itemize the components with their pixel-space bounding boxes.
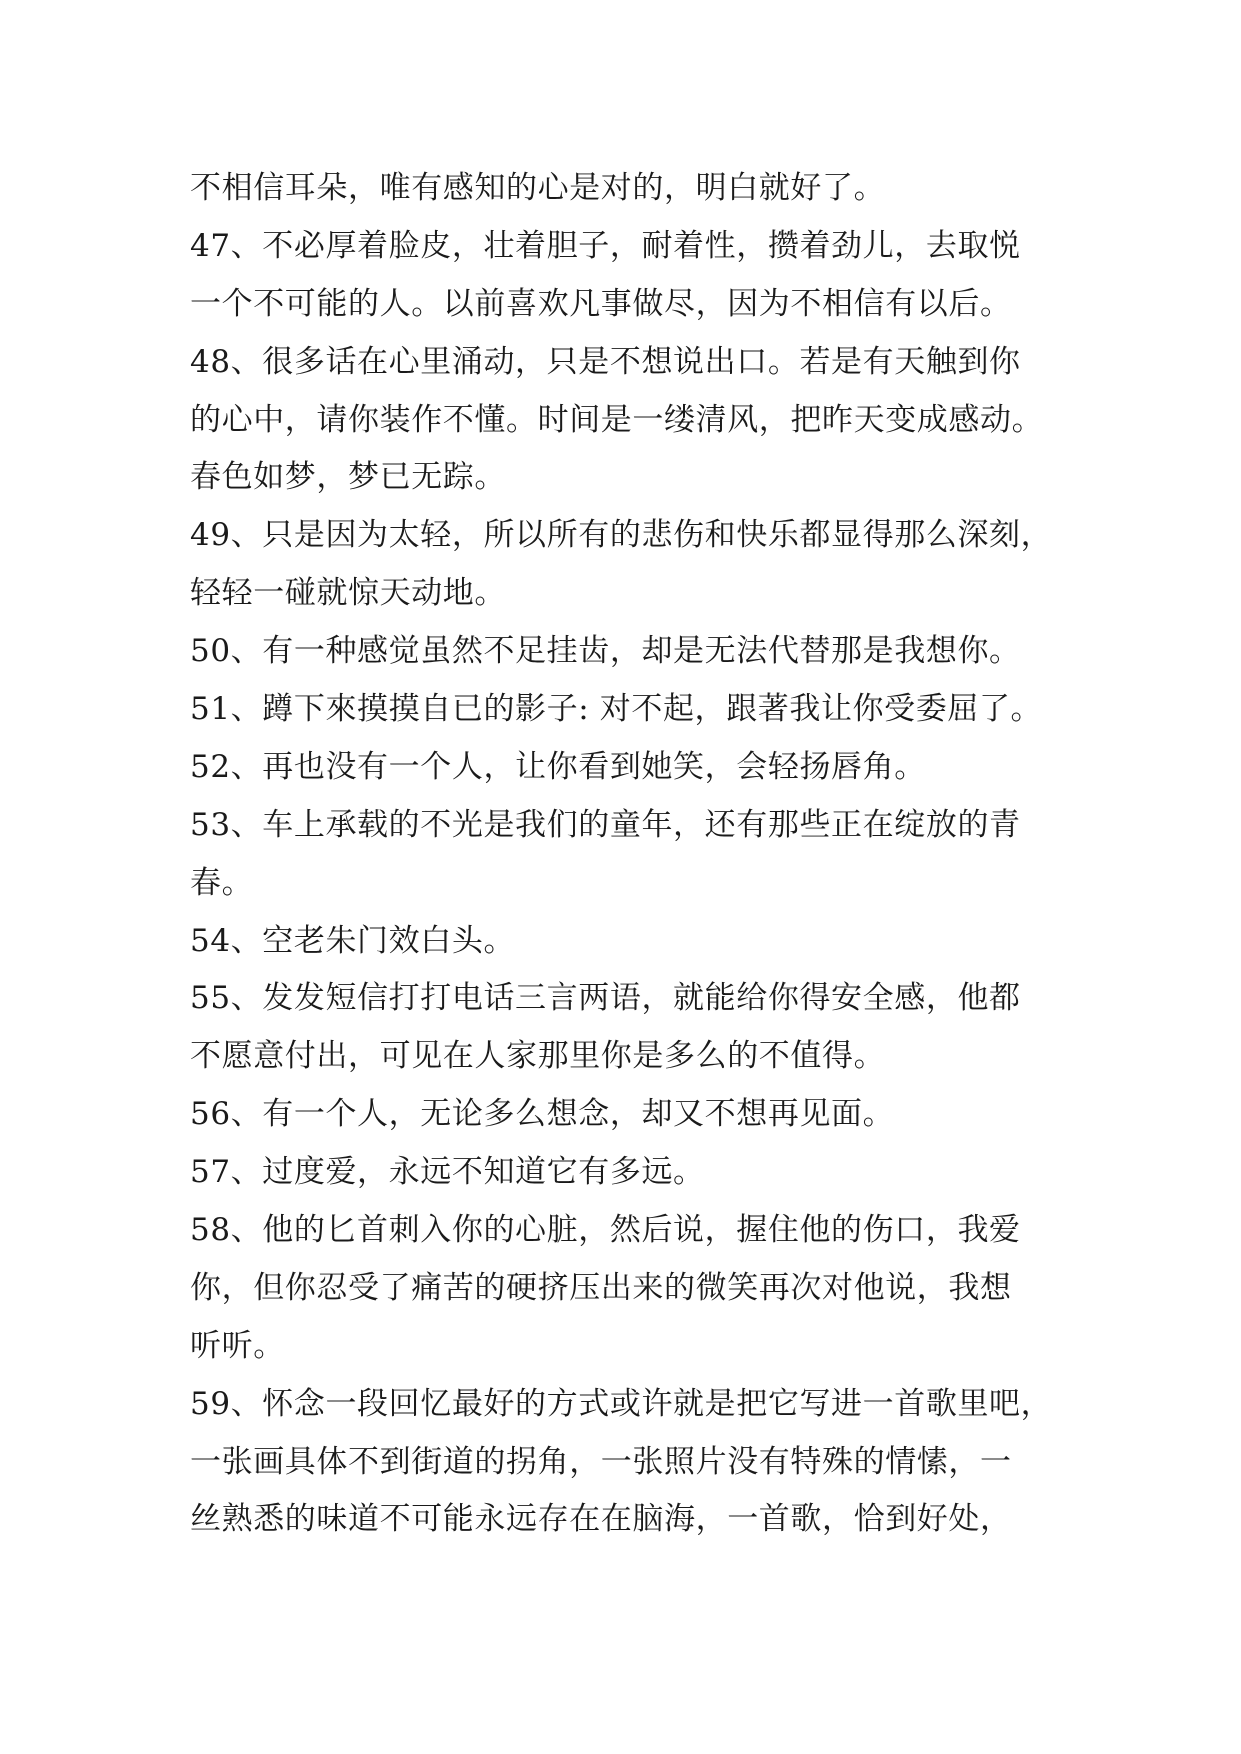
text-line: 你，但你忍受了痛苦的硬挤压出来的微笑再次对他说，我想 — [190, 1269, 1012, 1306]
text-line: 的心中，请你装作不懂。时间是一缕清风，把昨天变成感动。 — [190, 401, 1044, 438]
text-line: 轻轻一碰就惊天动地。 — [190, 575, 506, 612]
text-line: 不愿意付出，可见在人家那里你是多么的不值得。 — [190, 1038, 886, 1075]
text-line: 56、有一个人，无论多么想念，却又不想再见面。 — [190, 1096, 895, 1133]
text-line: 春。 — [190, 864, 254, 901]
text-line: 一张画具体不到街道的拐角，一张照片没有特殊的情愫，一 — [190, 1443, 1012, 1480]
text-line: 听听。 — [190, 1327, 285, 1364]
text-line: 49、只是因为太轻，所以所有的悲伤和快乐都显得那么深刻， — [190, 517, 1053, 554]
text-line: 48、很多话在心里涌动，只是不想说出口。若是有天触到你 — [190, 343, 1021, 380]
text-line: 54、空老朱门效白头。 — [190, 922, 516, 959]
text-line: 55、发发短信打打电话三言两语，就能给你得安全感，他都 — [190, 980, 1021, 1017]
text-line: 47、不必厚着脸皮，壮着胆子，耐着性，攒着劲儿，去取悦 — [190, 227, 1021, 264]
text-line: 50、有一种感觉虽然不足挂齿，却是无法代替那是我想你。 — [190, 633, 1021, 670]
text-line: 不相信耳朵，唯有感知的心是对的，明白就好了。 — [190, 170, 886, 206]
text-line: 53、车上承载的不光是我们的童年，还有那些正在绽放的青 — [190, 806, 1021, 843]
text-line: 一个不可能的人。以前喜欢凡事做尽，因为不相信有以后。 — [190, 285, 1012, 322]
body-text — [190, 160, 1070, 1549]
text-line: 58、他的匕首刺入你的心脏，然后说，握住他的伤口，我爱 — [190, 1212, 1021, 1249]
text-line: 52、再也没有一个人，让你看到她笑，会轻扬唇角。 — [190, 748, 926, 785]
text-line: 51、蹲下來摸摸自已的影子: 对不起，跟著我让你受委屈了。 — [190, 691, 1043, 728]
text-line: 春色如梦，梦已无踪。 — [190, 459, 506, 496]
text-line: 丝熟悉的味道不可能永远存在在脑海，一首歌，恰到好处， — [190, 1501, 1012, 1538]
text-line: 57、过度爱，永远不知道它有多远。 — [190, 1154, 705, 1191]
text-line: 59、怀念一段回忆最好的方式或许就是把它写进一首歌里吧， — [190, 1385, 1053, 1422]
